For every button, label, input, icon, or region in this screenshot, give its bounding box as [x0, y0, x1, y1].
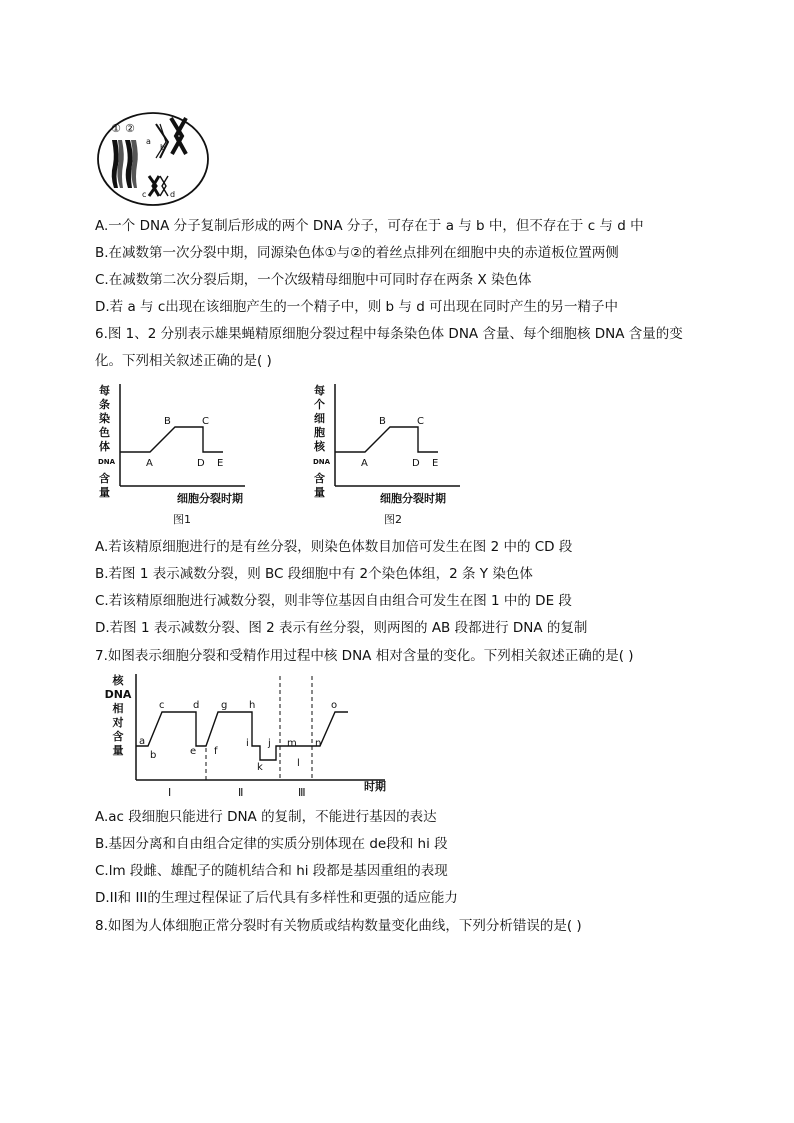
- fig2-point-D: D: [412, 458, 420, 469]
- q7-stage-3: Ⅲ: [298, 786, 306, 799]
- fig1-ylabel-char-3: 色: [99, 426, 110, 439]
- q7-point-e: e: [190, 746, 197, 757]
- q7-xlabel: 时期: [364, 780, 386, 793]
- q7-point-m: m: [287, 738, 297, 749]
- q7-point-b: b: [150, 750, 157, 761]
- fig2-ylabel-char-1: 个: [314, 398, 325, 411]
- q7-option-c: C.lm 段雌、雄配子的随机结合和 hi 段都是基因重组的表现: [95, 863, 448, 879]
- q7-point-k: k: [257, 762, 263, 773]
- fig1-caption: 图1: [173, 513, 191, 526]
- fig1-ylabel-char-5: DNA: [98, 458, 116, 466]
- fig1-point-D: D: [197, 458, 205, 469]
- q7-curve: [136, 712, 348, 760]
- q7-point-c: c: [159, 700, 165, 711]
- label-b: b: [160, 143, 166, 152]
- fig1-point-C: C: [202, 416, 209, 427]
- q7-option-b: B.基因分离和自由组合定律的实质分别体现在 de段和 hi 段: [95, 836, 448, 852]
- q7-stage-labels: [168, 786, 306, 799]
- chromosome-pair-1-2: [112, 140, 138, 188]
- q7-ylabel-3: 对: [112, 716, 124, 729]
- q7-option-d: D.II和 III的生理过程保证了后代具有多样性和更强的适应能力: [95, 890, 458, 906]
- q5-option-b: B.在减数第一次分裂中期，同源染色体①与②的着丝点排列在细胞中央的赤道板位置两侧: [95, 245, 619, 261]
- fig1-ylabel: [98, 383, 116, 499]
- fig2-xlabel: 细胞分裂时期: [380, 492, 446, 505]
- q7-ylabel: [105, 673, 132, 757]
- fig2-ylabel-char-2: 细: [314, 412, 325, 425]
- fig2-ylabel-char-5: DNA: [313, 458, 331, 466]
- q7-ylabel-0: 核: [112, 674, 124, 687]
- q7-point-i: i: [246, 738, 249, 749]
- fig2-point-A: A: [361, 458, 368, 469]
- fig1-xlabel: 细胞分裂时期: [177, 492, 243, 505]
- fig2-caption: 图2: [384, 513, 402, 526]
- q7-point-f: f: [214, 746, 218, 757]
- q7-point-j: j: [268, 738, 271, 749]
- fig1-ylabel-char-7: 量: [99, 486, 110, 499]
- q7-ylabel-4: 含: [112, 730, 124, 743]
- q7-point-n: n: [315, 738, 322, 749]
- fig1-ylabel-char-0: 每: [99, 384, 110, 397]
- label-d: d: [170, 190, 176, 199]
- fig1-ylabel-char-4: 体: [99, 440, 110, 453]
- q6-stem-line1: 6.图 1、2 分别表示雄果蝇精原细胞分裂过程中每条染色体 DNA 含量、每个细胞核 DNA 含量的变: [95, 326, 683, 342]
- q7-ylabel-1: DNA: [104, 688, 132, 701]
- label-2: ②: [125, 122, 135, 135]
- q7-figure: [100, 672, 400, 800]
- q7-ylabel-2: 相: [112, 702, 124, 715]
- q7-stage-2: Ⅱ: [238, 786, 244, 799]
- fig1-point-E: E: [217, 458, 224, 469]
- q6-figure-1: [95, 380, 265, 530]
- q6-figure-2: [310, 380, 480, 530]
- label-a: a: [146, 137, 151, 146]
- cell-chromosome-figure: [96, 110, 211, 208]
- fig2-ylabel-char-0: 每: [314, 384, 325, 397]
- fig2-ylabel-char-6: 含: [314, 472, 325, 485]
- q7-point-d: d: [193, 700, 200, 711]
- fig2-point-C: C: [417, 416, 424, 427]
- q6-option-a: A.若该精原细胞进行的是有丝分裂，则染色体数目加倍可发生在图 2 中的 CD 段: [95, 539, 573, 555]
- fig2-ylabel: [313, 383, 331, 499]
- fig1-ylabel-char-1: 条: [99, 398, 110, 411]
- fig2-ylabel-char-3: 胞: [314, 426, 325, 439]
- fig1-point-B: B: [164, 416, 171, 427]
- fig2-point-E: E: [432, 458, 439, 469]
- q7-point-a: a: [139, 736, 146, 747]
- q7-ylabel-5: 量: [112, 744, 124, 757]
- q6-stem-line2: 化。下列相关叙述正确的是( ): [95, 353, 272, 369]
- fig2-ylabel-char-7: 量: [314, 486, 325, 499]
- q7-point-l: l: [297, 758, 300, 769]
- q7-option-a: A.ac 段细胞只能进行 DNA 的复制，不能进行基因的表达: [95, 809, 437, 825]
- chromosome-pair-c-d: [149, 176, 168, 196]
- fig1-ylabel-char-6: 含: [99, 472, 110, 485]
- q6-option-d: D.若图 1 表示减数分裂、图 2 表示有丝分裂，则两图的 AB 段都进行 DNA 的复制: [95, 620, 588, 636]
- q5-option-c: C.在减数第二次分裂后期，一个次级精母细胞中可同时存在两条 X 染色体: [95, 272, 532, 288]
- q8-stem: 8.如图为人体细胞正常分裂时有关物质或结构数量变化曲线，下列分析错误的是( ): [95, 918, 582, 934]
- fig2-point-B: B: [379, 416, 386, 427]
- fig1-curve: [120, 427, 223, 452]
- fig2-ylabel-char-4: 核: [314, 440, 325, 453]
- q7-stem: 7.如图表示细胞分裂和受精作用过程中核 DNA 相对含量的变化。下列相关叙述正确的是( ): [95, 648, 634, 664]
- q7-stage-1: Ⅰ: [168, 786, 172, 799]
- label-c: c: [142, 190, 147, 199]
- fig2-curve: [335, 427, 438, 452]
- q6-option-b: B.若图 1 表示减数分裂，则 BC 段细胞中有 2个染色体组，2 条 Y 染色体: [95, 566, 533, 582]
- q7-point-o: o: [331, 700, 338, 711]
- q5-option-a: A.一个 DNA 分子复制后形成的两个 DNA 分子，可存在于 a 与 b 中，但不存在于 c 与 d 中: [95, 218, 644, 234]
- q7-point-g: g: [221, 700, 228, 711]
- label-1: ①: [111, 122, 121, 135]
- fig1-ylabel-char-2: 染: [99, 412, 110, 425]
- q7-point-h: h: [249, 700, 256, 711]
- chromosome-pair-a-b: [156, 118, 186, 158]
- q5-option-d: D.若 a 与 c出现在该细胞产生的一个精子中，则 b 与 d 可出现在同时产生的另一精子中: [95, 299, 619, 315]
- fig1-point-A: A: [146, 458, 153, 469]
- q6-option-c: C.若该精原细胞进行减数分裂，则非等位基因自由组合可发生在图 1 中的 DE 段: [95, 593, 572, 609]
- q7-point-labels: [139, 700, 337, 773]
